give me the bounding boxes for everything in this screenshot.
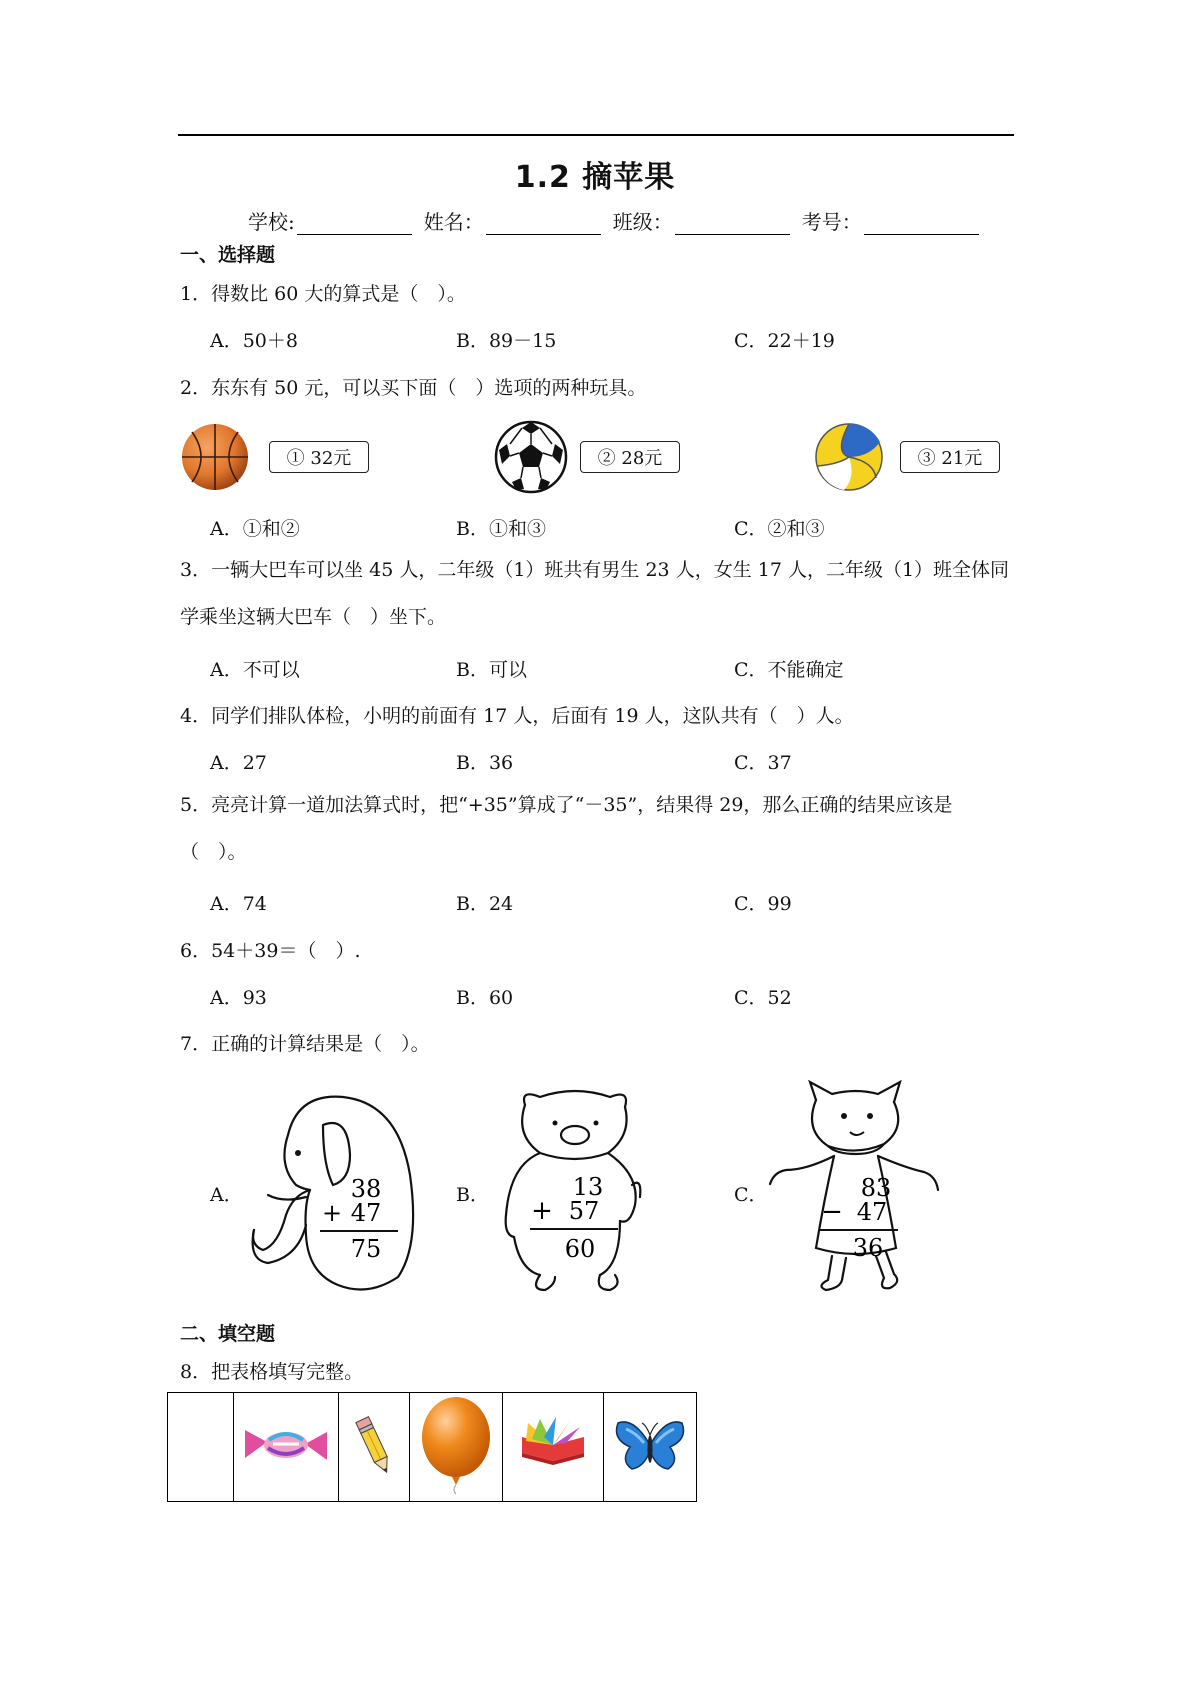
question-text: 5．亮亮计算一道加法算式时，把“+35”算成了“－35”，结果得 29，那么正确的结果应该是（ ）。 (180, 794, 953, 863)
exam-no-blank[interactable] (864, 212, 979, 235)
soccer-ball-icon (494, 420, 568, 494)
operator: − (821, 1197, 843, 1227)
option-row (210, 655, 1010, 681)
class-label: 班级： (612, 210, 673, 234)
option-row (210, 748, 1010, 774)
balloon-icon (418, 1395, 494, 1495)
class-blank[interactable] (675, 212, 790, 235)
student-info-line (248, 206, 981, 235)
option-b[interactable]: B．89－15 (456, 330, 557, 352)
basketball-icon (180, 422, 250, 492)
table-cell (339, 1393, 410, 1502)
exam-no-label: 考号： (801, 210, 862, 234)
school-blank[interactable] (297, 212, 412, 235)
price-tag: ① 32元 (269, 441, 369, 473)
pencil-icon (354, 1413, 394, 1477)
option-b[interactable]: B．24 (456, 893, 514, 915)
table-cell (234, 1393, 339, 1502)
price-tag: ③ 21元 (900, 441, 1000, 473)
option-a[interactable]: A． (210, 1184, 243, 1206)
name-blank[interactable] (486, 212, 601, 235)
question-text: 3．一辆大巴车可以坐 45 人，二年级（1）班共有男生 23 人，女生 17 人，二年级（1）班全体同学乘坐这辆大巴车（ ）坐下。 (180, 559, 1010, 628)
option-a[interactable]: A．93 (210, 987, 267, 1009)
name-label: 姓名： (423, 210, 484, 234)
option-b[interactable]: B．36 (456, 752, 514, 774)
volleyball-icon (814, 422, 884, 492)
table-cell (503, 1393, 604, 1502)
candy-icon (241, 1420, 331, 1470)
elephant-icon (248, 1085, 428, 1295)
page-title: 1.2 摘苹果 (514, 160, 676, 195)
school-label: 学校: (248, 210, 295, 234)
operator: + (321, 1199, 343, 1227)
result-number: 75 (350, 1235, 382, 1263)
question-text: 7．正确的计算结果是（ ）。 (180, 1033, 430, 1055)
question-text: 8．把表格填写完整。 (180, 1361, 364, 1383)
question-text: 2．东东有 50 元，可以买下面（ ）选项的两种玩具。 (180, 377, 647, 399)
option-c[interactable]: C．不能确定 (734, 659, 844, 681)
option-b[interactable]: B．60 (456, 987, 514, 1009)
book-icon (518, 1417, 588, 1473)
option-c[interactable]: C．99 (734, 893, 792, 915)
fill-in-table (167, 1392, 697, 1502)
option-a[interactable]: A．74 (210, 893, 267, 915)
option-a[interactable]: A．不可以 (210, 659, 300, 681)
option-c[interactable]: C．37 (734, 752, 792, 774)
section-heading: 二、填空题 (180, 1323, 276, 1345)
operator: + (531, 1196, 553, 1226)
option-row (210, 326, 1010, 352)
question-text: 1．得数比 60 大的算式是（ ）。 (180, 283, 466, 305)
table-cell (410, 1393, 503, 1502)
bottom-number: 47 (856, 1198, 888, 1226)
option-b[interactable]: B． (456, 1184, 489, 1206)
table-cell-empty[interactable] (168, 1393, 234, 1502)
option-c[interactable]: C．22＋19 (734, 330, 835, 352)
pig-icon (500, 1085, 650, 1295)
table-row (168, 1393, 697, 1502)
result-number: 36 (852, 1234, 884, 1262)
option-a[interactable]: A．50＋8 (210, 330, 298, 352)
option-a[interactable]: A．27 (210, 752, 267, 774)
top-number: 83 (860, 1174, 892, 1202)
header-rule (178, 134, 1014, 136)
option-c[interactable]: C．52 (734, 987, 792, 1009)
section-heading: 一、选择题 (180, 244, 276, 266)
bottom-number: 57 (568, 1197, 600, 1225)
bottom-number: 47 (350, 1199, 382, 1227)
question-text: 6．54＋39＝（ ）. (180, 940, 361, 962)
option-c[interactable]: C．②和③ (734, 518, 825, 540)
option-b[interactable]: B．①和③ (456, 518, 546, 540)
top-number: 13 (572, 1173, 604, 1201)
option-b[interactable]: B．可以 (456, 659, 527, 681)
option-c[interactable]: C． (734, 1184, 768, 1206)
butterfly-icon (614, 1417, 686, 1473)
option-row (210, 983, 1010, 1009)
cat-icon (766, 1080, 952, 1295)
result-number: 60 (564, 1235, 596, 1263)
question-text: 4．同学们排队体检，小明的前面有 17 人，后面有 19 人，这队共有（ ）人。 (180, 705, 854, 727)
price-tag: ② 28元 (580, 441, 680, 473)
table-cell (604, 1393, 697, 1502)
top-number: 38 (350, 1175, 382, 1203)
option-row (210, 514, 1010, 540)
option-a[interactable]: A．①和② (210, 518, 300, 540)
option-row (210, 889, 1010, 915)
